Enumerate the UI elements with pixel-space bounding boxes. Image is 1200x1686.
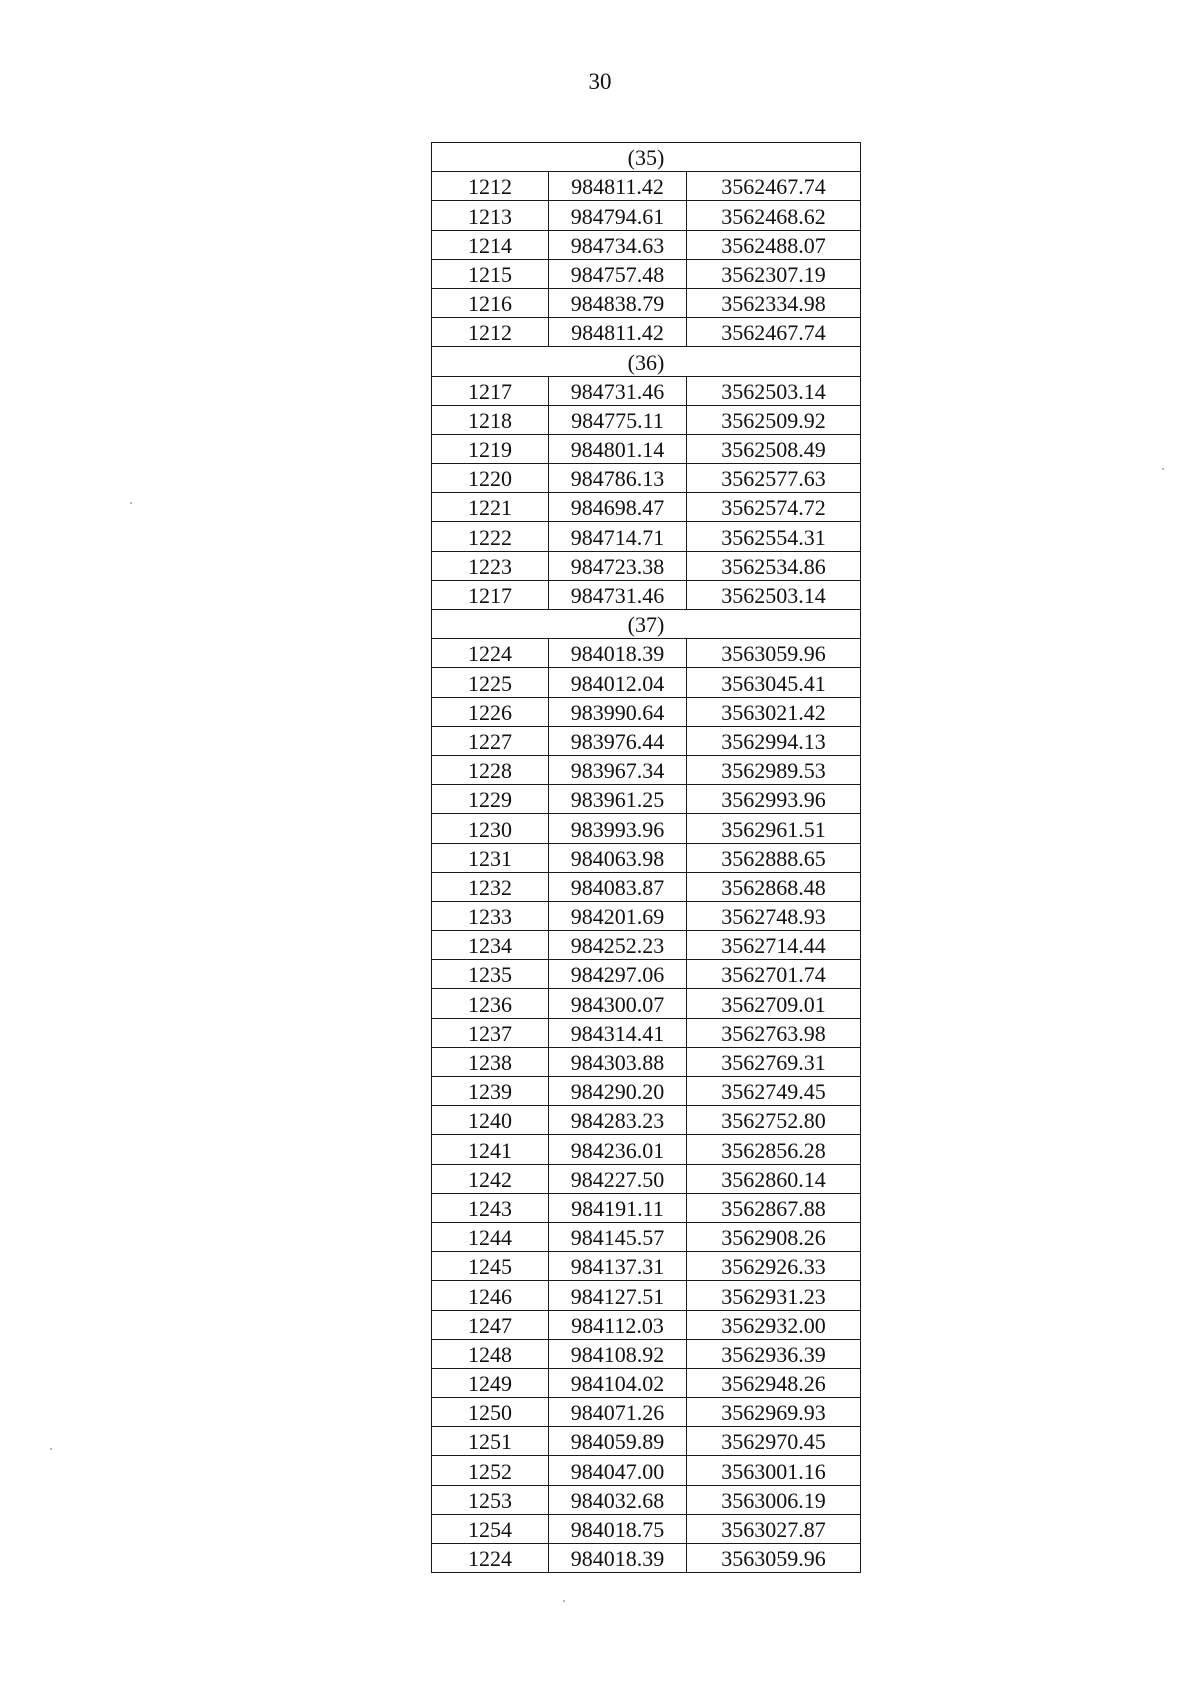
- x-coordinate-cell: 984201.69: [549, 901, 687, 930]
- x-coordinate-cell: 984252.23: [549, 931, 687, 960]
- x-coordinate-cell: 984283.23: [549, 1106, 687, 1135]
- table-row: [432, 1047, 861, 1076]
- x-coordinate-cell: 984104.02: [549, 1368, 687, 1397]
- table-row: [432, 1018, 861, 1047]
- x-coordinate-cell: 984757.48: [549, 259, 687, 288]
- y-coordinate-cell: 3562860.14: [687, 1164, 861, 1193]
- y-coordinate-cell: 3563045.41: [687, 668, 861, 697]
- table-row: [432, 1281, 861, 1310]
- table-row: [432, 1544, 861, 1573]
- x-coordinate-cell: 984734.63: [549, 230, 687, 259]
- x-coordinate-cell: 984698.47: [549, 493, 687, 522]
- y-coordinate-cell: 3562503.14: [687, 376, 861, 405]
- point-number-cell: 1233: [432, 901, 549, 930]
- table-row: [432, 931, 861, 960]
- table-row: [432, 1077, 861, 1106]
- point-number-cell: 1226: [432, 697, 549, 726]
- scan-speck: [1162, 468, 1164, 470]
- point-number-cell: 1244: [432, 1222, 549, 1251]
- y-coordinate-cell: 3562908.26: [687, 1222, 861, 1251]
- point-number-cell: 1249: [432, 1368, 549, 1397]
- point-number-cell: 1247: [432, 1310, 549, 1339]
- point-number-cell: 1243: [432, 1193, 549, 1222]
- x-coordinate-cell: 984314.41: [549, 1018, 687, 1047]
- y-coordinate-cell: 3562334.98: [687, 288, 861, 317]
- point-number-cell: 1218: [432, 405, 549, 434]
- y-coordinate-cell: 3562554.31: [687, 522, 861, 551]
- table-row: [432, 1252, 861, 1281]
- point-number-cell: 1227: [432, 726, 549, 755]
- table-row: [432, 989, 861, 1018]
- point-number-cell: 1252: [432, 1456, 549, 1485]
- point-number-cell: 1213: [432, 201, 549, 230]
- y-coordinate-cell: 3562868.48: [687, 872, 861, 901]
- x-coordinate-cell: 984714.71: [549, 522, 687, 551]
- x-coordinate-cell: 984731.46: [549, 580, 687, 609]
- table-row: [432, 405, 861, 434]
- point-number-cell: 1229: [432, 785, 549, 814]
- x-coordinate-cell: 983990.64: [549, 697, 687, 726]
- x-coordinate-cell: 984290.20: [549, 1077, 687, 1106]
- x-coordinate-cell: 984794.61: [549, 201, 687, 230]
- y-coordinate-cell: 3562508.49: [687, 434, 861, 463]
- x-coordinate-cell: 984723.38: [549, 551, 687, 580]
- table-row: [432, 1485, 861, 1514]
- table-row: [432, 580, 861, 609]
- table-row: [432, 726, 861, 755]
- point-number-cell: 1223: [432, 551, 549, 580]
- table-row: [432, 1222, 861, 1251]
- point-number-cell: 1230: [432, 814, 549, 843]
- point-number-cell: 1238: [432, 1047, 549, 1076]
- x-coordinate-cell: 984300.07: [549, 989, 687, 1018]
- table-row: [432, 814, 861, 843]
- table-row: [432, 434, 861, 463]
- x-coordinate-cell: 983967.34: [549, 755, 687, 784]
- table-row: [432, 785, 861, 814]
- y-coordinate-cell: 3562468.62: [687, 201, 861, 230]
- point-number-cell: 1239: [432, 1077, 549, 1106]
- point-number-cell: 1237: [432, 1018, 549, 1047]
- coordinate-table-body: [432, 143, 861, 1573]
- table-row: [432, 318, 861, 347]
- y-coordinate-cell: 3563001.16: [687, 1456, 861, 1485]
- y-coordinate-cell: 3562701.74: [687, 960, 861, 989]
- y-coordinate-cell: 3562574.72: [687, 493, 861, 522]
- x-coordinate-cell: 984012.04: [549, 668, 687, 697]
- point-number-cell: 1225: [432, 668, 549, 697]
- coordinate-table: [431, 142, 861, 1573]
- x-coordinate-cell: 984083.87: [549, 872, 687, 901]
- x-coordinate-cell: 984059.89: [549, 1427, 687, 1456]
- table-row: [432, 493, 861, 522]
- table-row: [432, 230, 861, 259]
- x-coordinate-cell: 984801.14: [549, 434, 687, 463]
- section-title: (37): [432, 610, 861, 639]
- point-number-cell: 1215: [432, 259, 549, 288]
- x-coordinate-cell: 984838.79: [549, 288, 687, 317]
- y-coordinate-cell: 3562769.31: [687, 1047, 861, 1076]
- table-row: [432, 1135, 861, 1164]
- point-number-cell: 1250: [432, 1398, 549, 1427]
- point-number-cell: 1242: [432, 1164, 549, 1193]
- point-number-cell: 1234: [432, 931, 549, 960]
- table-row: [432, 755, 861, 784]
- x-coordinate-cell: 984071.26: [549, 1398, 687, 1427]
- table-row: [432, 172, 861, 201]
- y-coordinate-cell: 3563021.42: [687, 697, 861, 726]
- scan-speck: [563, 1600, 565, 1602]
- point-number-cell: 1222: [432, 522, 549, 551]
- y-coordinate-cell: 3562467.74: [687, 318, 861, 347]
- y-coordinate-cell: 3562989.53: [687, 755, 861, 784]
- y-coordinate-cell: 3562888.65: [687, 843, 861, 872]
- point-number-cell: 1251: [432, 1427, 549, 1456]
- y-coordinate-cell: 3562307.19: [687, 259, 861, 288]
- table-row: [432, 901, 861, 930]
- table-row: [432, 960, 861, 989]
- table-row: [432, 376, 861, 405]
- point-number-cell: 1228: [432, 755, 549, 784]
- point-number-cell: 1224: [432, 1544, 549, 1573]
- section-title: (36): [432, 347, 861, 376]
- scan-speck: [50, 1448, 52, 1450]
- point-number-cell: 1217: [432, 376, 549, 405]
- table-row: [432, 639, 861, 668]
- table-row: [432, 288, 861, 317]
- y-coordinate-cell: 3562534.86: [687, 551, 861, 580]
- point-number-cell: 1253: [432, 1485, 549, 1514]
- table-row: [432, 1456, 861, 1485]
- y-coordinate-cell: 3562748.93: [687, 901, 861, 930]
- table-row: [432, 551, 861, 580]
- x-coordinate-cell: 984297.06: [549, 960, 687, 989]
- y-coordinate-cell: 3562936.39: [687, 1339, 861, 1368]
- table-row: [432, 259, 861, 288]
- x-coordinate-cell: 984731.46: [549, 376, 687, 405]
- y-coordinate-cell: 3563027.87: [687, 1514, 861, 1543]
- y-coordinate-cell: 3563006.19: [687, 1485, 861, 1514]
- point-number-cell: 1241: [432, 1135, 549, 1164]
- y-coordinate-cell: 3562503.14: [687, 580, 861, 609]
- x-coordinate-cell: 984145.57: [549, 1222, 687, 1251]
- y-coordinate-cell: 3563059.96: [687, 639, 861, 668]
- point-number-cell: 1219: [432, 434, 549, 463]
- x-coordinate-cell: 984127.51: [549, 1281, 687, 1310]
- point-number-cell: 1231: [432, 843, 549, 872]
- y-coordinate-cell: 3562931.23: [687, 1281, 861, 1310]
- point-number-cell: 1236: [432, 989, 549, 1018]
- table-row: [432, 1368, 861, 1397]
- x-coordinate-cell: 984063.98: [549, 843, 687, 872]
- table-row: [432, 1339, 861, 1368]
- x-coordinate-cell: 984786.13: [549, 464, 687, 493]
- x-coordinate-cell: 984775.11: [549, 405, 687, 434]
- point-number-cell: 1220: [432, 464, 549, 493]
- x-coordinate-cell: 984047.00: [549, 1456, 687, 1485]
- y-coordinate-cell: 3562749.45: [687, 1077, 861, 1106]
- table-row: [432, 668, 861, 697]
- table-row: [432, 1106, 861, 1135]
- point-number-cell: 1232: [432, 872, 549, 901]
- table-row: [432, 1310, 861, 1339]
- y-coordinate-cell: 3562948.26: [687, 1368, 861, 1397]
- table-row: [432, 872, 861, 901]
- x-coordinate-cell: 984018.39: [549, 1544, 687, 1573]
- x-coordinate-cell: 984018.75: [549, 1514, 687, 1543]
- point-number-cell: 1248: [432, 1339, 549, 1368]
- y-coordinate-cell: 3562994.13: [687, 726, 861, 755]
- y-coordinate-cell: 3563059.96: [687, 1544, 861, 1573]
- table-row: [432, 1514, 861, 1543]
- x-coordinate-cell: 984811.42: [549, 318, 687, 347]
- x-coordinate-cell: 983961.25: [549, 785, 687, 814]
- point-number-cell: 1245: [432, 1252, 549, 1281]
- y-coordinate-cell: 3562509.92: [687, 405, 861, 434]
- point-number-cell: 1212: [432, 172, 549, 201]
- table-row: [432, 1427, 861, 1456]
- page-number: 30: [588, 69, 612, 94]
- section-header-row: [432, 610, 861, 639]
- y-coordinate-cell: 3562932.00: [687, 1310, 861, 1339]
- point-number-cell: 1221: [432, 493, 549, 522]
- scan-speck: [130, 502, 132, 504]
- point-number-cell: 1212: [432, 318, 549, 347]
- y-coordinate-cell: 3562926.33: [687, 1252, 861, 1281]
- point-number-cell: 1246: [432, 1281, 549, 1310]
- x-coordinate-cell: 984108.92: [549, 1339, 687, 1368]
- y-coordinate-cell: 3562969.93: [687, 1398, 861, 1427]
- x-coordinate-cell: 984236.01: [549, 1135, 687, 1164]
- x-coordinate-cell: 983993.96: [549, 814, 687, 843]
- y-coordinate-cell: 3562709.01: [687, 989, 861, 1018]
- y-coordinate-cell: 3562856.28: [687, 1135, 861, 1164]
- section-header-row: [432, 143, 861, 172]
- y-coordinate-cell: 3562867.88: [687, 1193, 861, 1222]
- y-coordinate-cell: 3562961.51: [687, 814, 861, 843]
- table-row: [432, 201, 861, 230]
- x-coordinate-cell: 984018.39: [549, 639, 687, 668]
- table-row: [432, 843, 861, 872]
- point-number-cell: 1254: [432, 1514, 549, 1543]
- point-number-cell: 1217: [432, 580, 549, 609]
- table-row: [432, 522, 861, 551]
- y-coordinate-cell: 3562763.98: [687, 1018, 861, 1047]
- x-coordinate-cell: 983976.44: [549, 726, 687, 755]
- y-coordinate-cell: 3562488.07: [687, 230, 861, 259]
- y-coordinate-cell: 3562993.96: [687, 785, 861, 814]
- point-number-cell: 1235: [432, 960, 549, 989]
- x-coordinate-cell: 984303.88: [549, 1047, 687, 1076]
- table-row: [432, 1164, 861, 1193]
- section-header-row: [432, 347, 861, 376]
- x-coordinate-cell: 984137.31: [549, 1252, 687, 1281]
- table-row: [432, 1193, 861, 1222]
- y-coordinate-cell: 3562752.80: [687, 1106, 861, 1135]
- y-coordinate-cell: 3562577.63: [687, 464, 861, 493]
- x-coordinate-cell: 984811.42: [549, 172, 687, 201]
- section-title: (35): [432, 143, 861, 172]
- y-coordinate-cell: 3562467.74: [687, 172, 861, 201]
- point-number-cell: 1214: [432, 230, 549, 259]
- x-coordinate-cell: 984112.03: [549, 1310, 687, 1339]
- point-number-cell: 1224: [432, 639, 549, 668]
- x-coordinate-cell: 984227.50: [549, 1164, 687, 1193]
- table-row: [432, 464, 861, 493]
- y-coordinate-cell: 3562714.44: [687, 931, 861, 960]
- table-row: [432, 697, 861, 726]
- point-number-cell: 1240: [432, 1106, 549, 1135]
- point-number-cell: 1216: [432, 288, 549, 317]
- x-coordinate-cell: 984191.11: [549, 1193, 687, 1222]
- table-row: [432, 1398, 861, 1427]
- y-coordinate-cell: 3562970.45: [687, 1427, 861, 1456]
- x-coordinate-cell: 984032.68: [549, 1485, 687, 1514]
